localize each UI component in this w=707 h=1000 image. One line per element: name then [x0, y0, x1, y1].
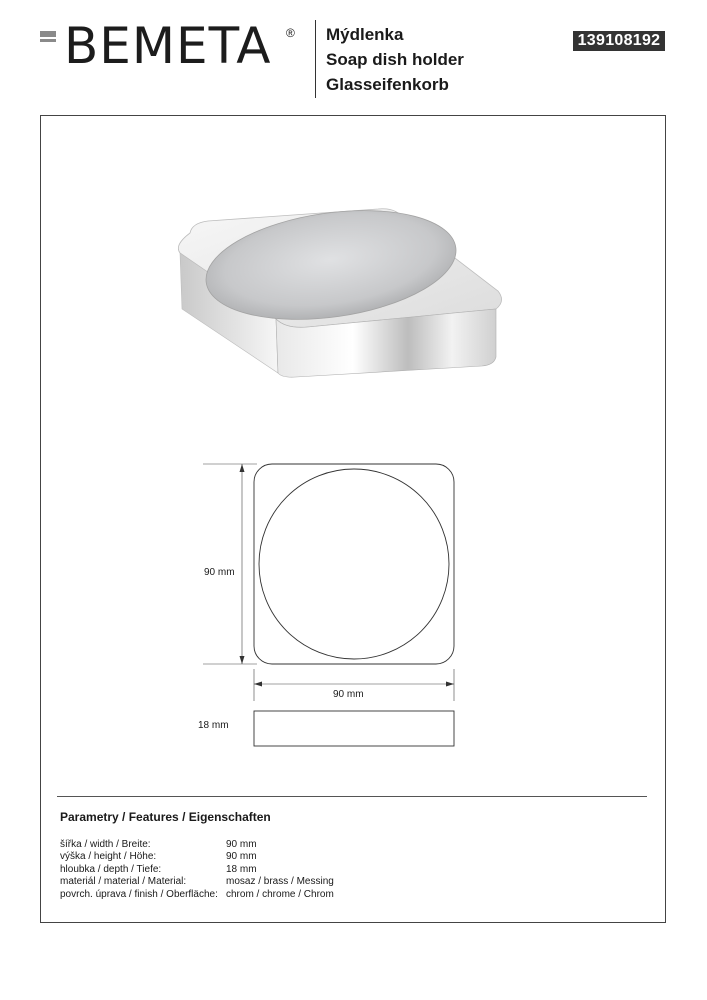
product-name-en: Soap dish holder: [326, 50, 464, 69]
feature-value: 90 mm: [226, 851, 257, 863]
registered-mark: ®: [286, 26, 295, 40]
product-code-badge: 139108192: [573, 31, 665, 51]
product-name-de: Glasseifenkorb: [326, 75, 449, 94]
features-table: [60, 839, 334, 901]
feature-key: povrch. úprava / finish / Oberfläche:: [60, 888, 218, 900]
feature-row: [60, 864, 334, 876]
feature-key: šířka / width / Breite:: [60, 839, 151, 850]
top-view-outline: [254, 464, 454, 664]
logo-mark-icon-lower: [40, 39, 56, 42]
product-photo: [168, 205, 508, 385]
feature-value: chrom / chrome / Chrom: [226, 888, 334, 900]
brand-logo: [38, 16, 298, 76]
feature-value: mosaz / brass / Messing: [226, 876, 334, 888]
feature-row: [60, 839, 334, 851]
product-names: [326, 22, 464, 97]
technical-drawing: [195, 455, 470, 755]
feature-value: 18 mm: [226, 863, 257, 875]
feature-key: materiál / material / Material:: [60, 876, 187, 888]
features-separator: [57, 796, 647, 797]
feature-key: výška / height / Höhe:: [60, 851, 157, 863]
width-dimension-label: 90 mm: [333, 689, 364, 700]
feature-key: hloubka / depth / Tiefe:: [60, 863, 162, 875]
top-view-bowl: [259, 469, 449, 659]
feature-row: [60, 876, 334, 888]
side-view-outline: [254, 711, 454, 746]
brand-name: BEMETA: [64, 17, 272, 75]
height-dimension-label: 90 mm: [204, 567, 235, 578]
feature-row: [60, 889, 334, 901]
feature-value: 90 mm: [226, 839, 257, 850]
feature-row: [60, 851, 334, 863]
features-title: Parametry / Features / Eigenschaften: [60, 810, 271, 824]
product-name-cz: Mýdlenka: [326, 25, 404, 44]
header-divider: [315, 20, 316, 98]
depth-dimension-label: 18 mm: [198, 720, 229, 731]
logo-mark-icon: [40, 31, 56, 37]
